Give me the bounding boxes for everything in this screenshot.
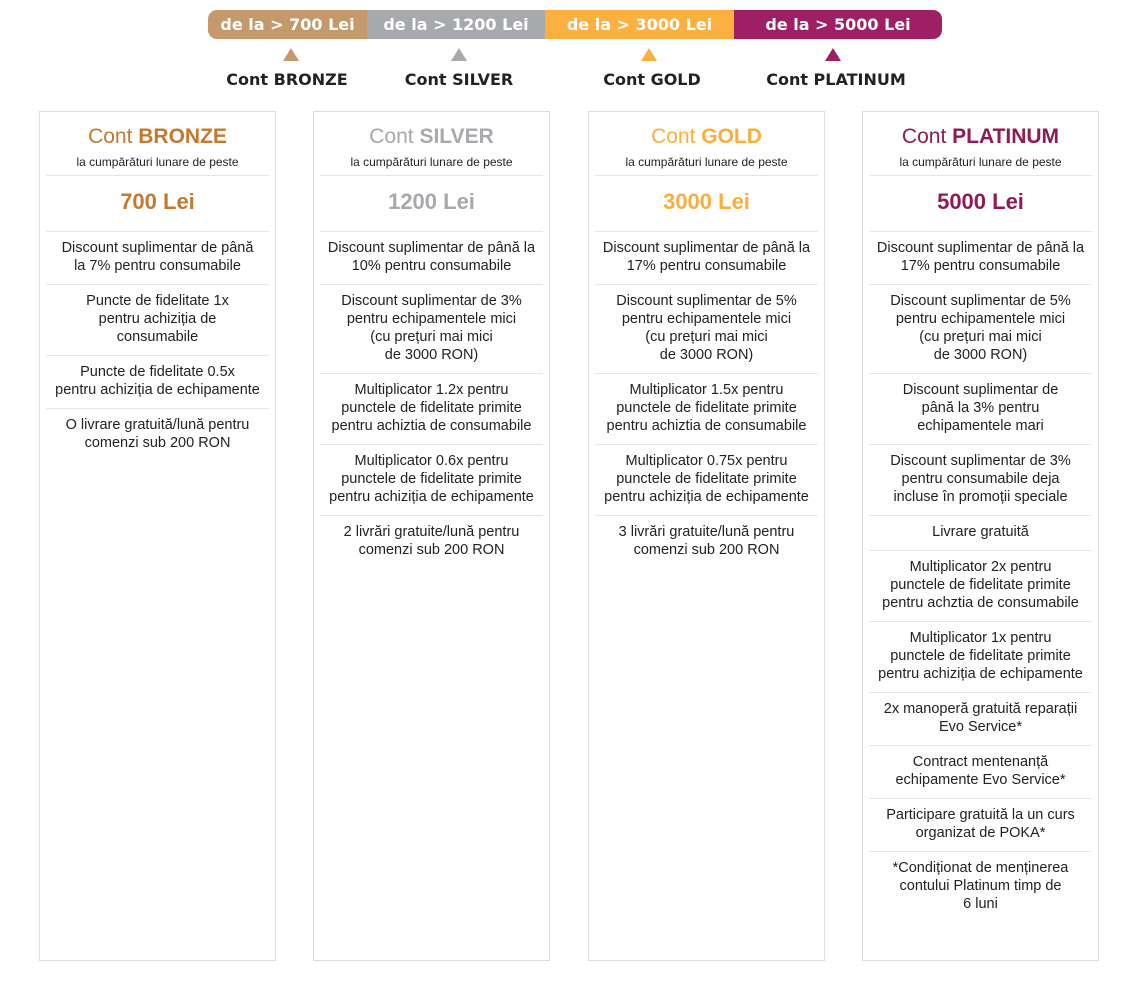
feature-item: Puncte de fidelitate 1x pentru achiziția de consumabile — [46, 285, 269, 356]
feature-item: Discount suplimentar de 3% pentru echipamentele mici (cu prețuri mai mici de 3000 RON) — [320, 285, 543, 374]
card-title — [320, 125, 543, 149]
marker-triangle-icon-platinum — [825, 48, 841, 61]
card-subtitle: la cumpărături lunare de peste — [320, 155, 543, 176]
tier-bar — [208, 10, 942, 39]
card-amount: 1200 Lei — [320, 176, 543, 232]
feature-item: Multiplicator 0.6x pentru punctele de fidelitate primite pentru achiziția de echipamente — [320, 445, 543, 516]
feature-item: Discount suplimentar de până la 17% pentru consumabile — [869, 232, 1092, 285]
feature-list — [869, 232, 1092, 922]
feature-item: Livrare gratuită — [869, 516, 1092, 551]
card-title-tier: GOLD — [701, 125, 762, 148]
feature-item: 2 livrări gratuite/lună pentru comenzi sub 200 RON — [343, 524, 520, 558]
tier-segment-platinum: de la > 5000 Lei — [734, 10, 942, 39]
card-subtitle: la cumpărături lunare de peste — [869, 155, 1092, 176]
card-title-word: Cont — [369, 125, 414, 148]
feature-item: Discount suplimentar de până la 7% pentru consumabile — [46, 232, 269, 285]
marker-label-gold: Cont GOLD — [603, 70, 701, 89]
feature-item: Discount suplimentar de 3% pentru consumabile deja incluse în promoții speciale — [869, 445, 1092, 516]
feature-list — [595, 232, 818, 568]
card-subtitle: la cumpărături lunare de peste — [595, 155, 818, 176]
card-title-word: Cont — [88, 125, 133, 148]
marker-triangle-icon-bronze — [283, 48, 299, 61]
card-title-word: Cont — [901, 125, 947, 148]
feature-item: Discount suplimentar de până la 3% pentru echipamentele mari — [869, 374, 1092, 445]
marker-label-silver: Cont SILVER — [404, 70, 514, 89]
feature-item: Discount suplimentar de până la 10% pentru consumabile — [320, 232, 543, 285]
card-silver — [313, 111, 550, 961]
feature-item: Multiplicator 1.5x pentru punctele de fidelitate primite pentru achiztia de consumabile — [595, 374, 818, 445]
marker-label-bronze: Cont BRONZE — [226, 70, 348, 89]
marker-label-platinum: Cont PLATINUM — [766, 70, 906, 89]
card-platinum — [862, 111, 1099, 961]
card-amount: 3000 Lei — [595, 176, 818, 232]
card-amount: 5000 Lei — [869, 176, 1092, 232]
tier-segment-silver: de la > 1200 Lei — [367, 10, 545, 39]
marker-triangle-icon-gold — [641, 48, 657, 61]
feature-list — [320, 232, 543, 568]
tier-segment-bronze: de la > 700 Lei — [208, 10, 367, 39]
feature-item: Contract mentenanță echipamente Evo Service* — [869, 746, 1092, 799]
card-subtitle: la cumpărături lunare de peste — [46, 155, 269, 176]
card-title-tier: PLATINUM — [952, 125, 1060, 148]
feature-item: 2x manoperă gratuită reparații Evo Service* — [869, 693, 1092, 746]
feature-list — [46, 232, 269, 461]
feature-item: Discount suplimentar de până la 17% pentru consumabile — [595, 232, 818, 285]
card-title — [46, 125, 269, 149]
feature-item: Discount suplimentar de 5% pentru echipamentele mici (cu prețuri mai mici de 3000 RON) — [869, 285, 1092, 374]
feature-item: Multiplicator 1.2x pentru punctele de fidelitate primite pentru achiztia de consumabile — [320, 374, 543, 445]
card-title — [869, 125, 1092, 149]
feature-item: O livrare gratuită/lună pentru comenzi sub 200 RON — [65, 417, 250, 451]
card-title-tier: BRONZE — [138, 125, 227, 148]
marker-triangle-icon-silver — [451, 48, 467, 61]
card-title — [595, 125, 818, 149]
card-title-tier: SILVER — [419, 125, 494, 148]
tier-segment-gold: de la > 3000 Lei — [545, 10, 734, 39]
feature-item: Puncte de fidelitate 0.5x pentru achiziția de echipamente — [46, 356, 269, 409]
card-bronze — [39, 111, 276, 961]
card-gold — [588, 111, 825, 961]
feature-item: Multiplicator 2x pentru punctele de fidelitate primite pentru achztia de consumabile — [869, 551, 1092, 622]
feature-item: Participare gratuită la un curs organizat de POKA* — [869, 799, 1092, 852]
feature-item: Multiplicator 1x pentru punctele de fidelitate primite pentru achiziția de echipamente — [869, 622, 1092, 693]
card-title-word: Cont — [651, 125, 696, 148]
feature-item: 3 livrări gratuite/lună pentru comenzi sub 200 RON — [618, 524, 795, 558]
feature-item: Discount suplimentar de 5% pentru echipamentele mici (cu prețuri mai mici de 3000 RON) — [595, 285, 818, 374]
feature-item: Multiplicator 0.75x pentru punctele de fidelitate primite pentru achiziția de echipamente — [595, 445, 818, 516]
card-amount: 700 Lei — [46, 176, 269, 232]
feature-item: *Condiționat de menținerea contului Platinum timp de 6 luni — [892, 860, 1069, 912]
